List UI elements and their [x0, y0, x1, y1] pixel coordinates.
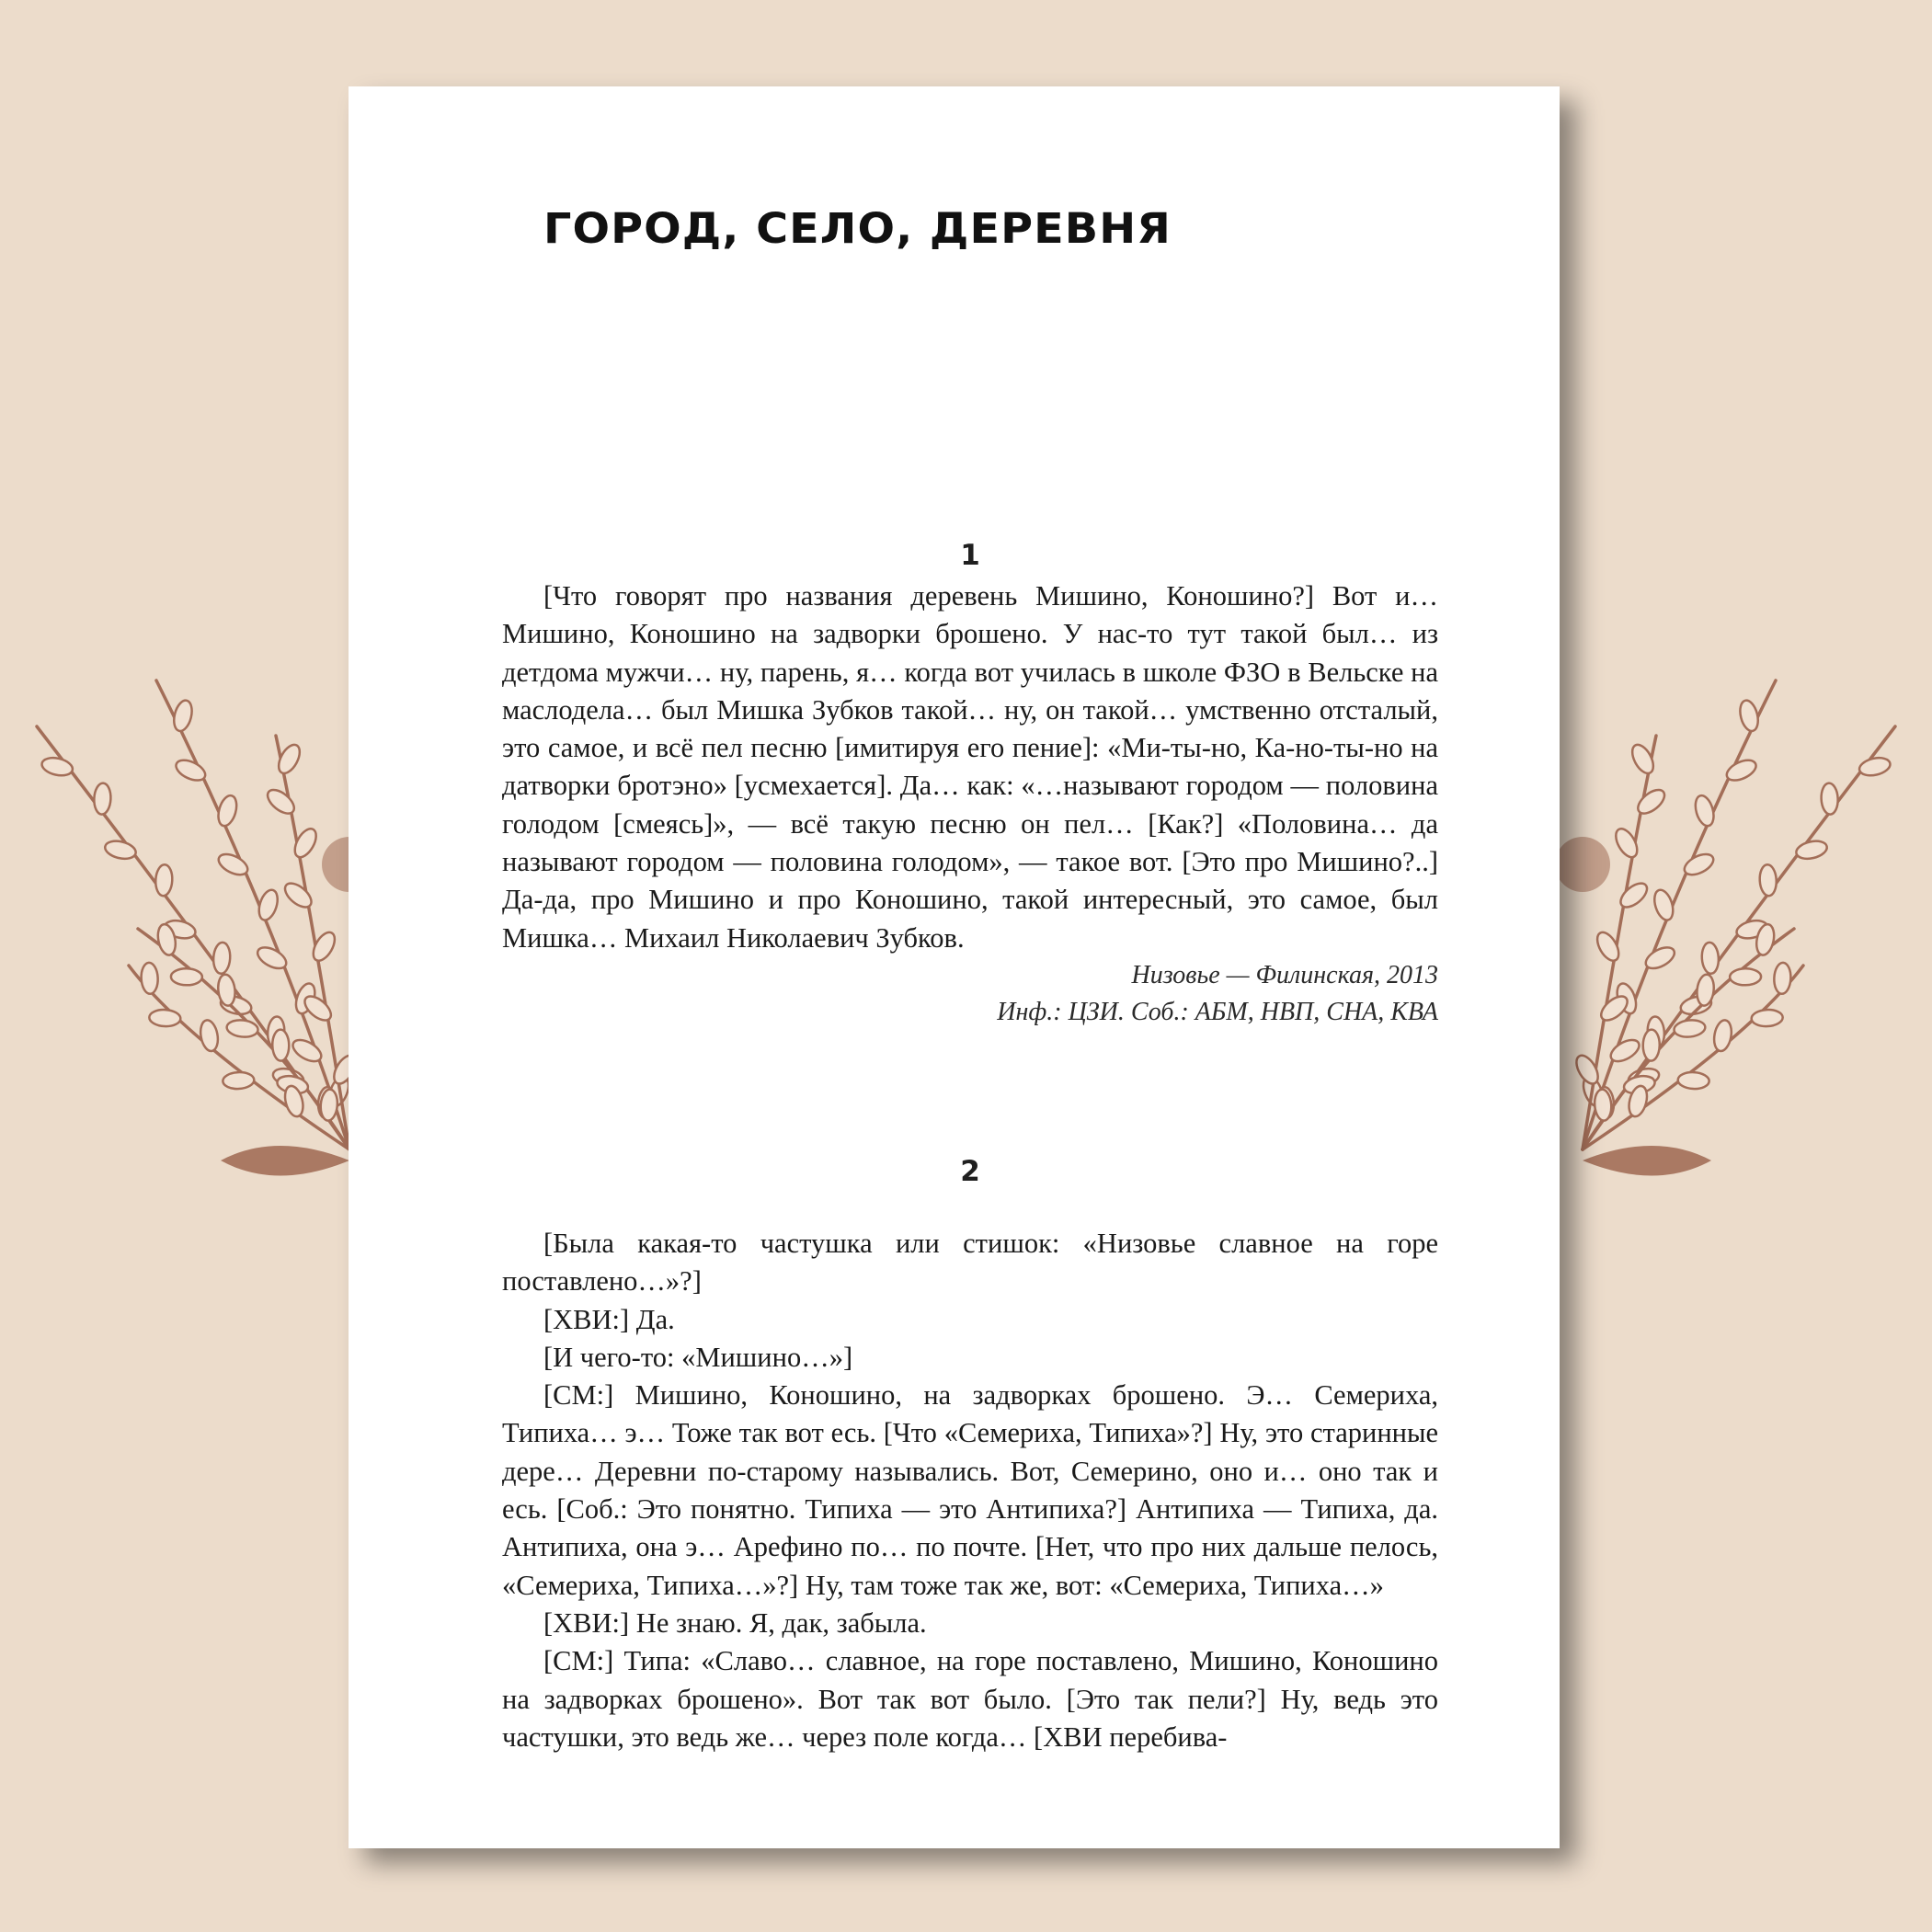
- section-1: [502, 537, 1438, 1031]
- paragraph: [Что говорят про названия деревень Мишино, Коношино?] Вот и… Мишино, Коношино на задворки брошено. У нас-то тут такой был… из детдома мужчи… ну, парень, я… когда вот училась в школе ФЗО в Вельске на маслодела… был Мишка Зубков такой… ну, он такой… умственно отсталый, это самое, и всё пел песню [имитируя его пение]: «Ми-ты-но, Ка-но-ты-но на датворки бротэно» [усмехается]. Да… как: «…называют городом — половина голодом [смеясь]», — всё такую песню он пел… [Как?] «Половина… да называют городом — половина голодом», — такое вот. [Это про Мишино?..] Да-да, про Мишино и про Коношино, такой интересный, это самое, был Мишка… Михаил Николаевич Зубков.: [502, 580, 1438, 954]
- section-number: 1: [960, 539, 980, 572]
- source-place: Низовье — Филинская, 2013: [1131, 960, 1438, 989]
- left-willow-branch-icon: [37, 680, 377, 1176]
- book-page: [349, 86, 1560, 1848]
- paragraph: [СМ:] Типа: «Славо… славное, на горе поставлено, Мишино, Коношино на задворках брошено». Вот так вот было. [Это так пели?] Ну, ведь это частушки, это ведь же… через поле когда… [ХВИ перебива-: [502, 1645, 1438, 1753]
- paragraph: [ХВИ:] Не знаю. Я, дак, забыла.: [543, 1606, 927, 1639]
- chapter-title: ГОРОД, СЕЛО, ДЕРЕВНЯ: [543, 204, 1172, 253]
- paragraph: [ХВИ:] Да.: [543, 1303, 675, 1335]
- section-number: 2: [960, 1155, 980, 1188]
- paragraph: [И чего-то: «Мишино…»]: [543, 1341, 853, 1373]
- right-willow-branch-icon: [1555, 680, 1895, 1176]
- paragraph: [Была какая-то частушка или стишок: «Низовье славное на горе поставлено…»?]: [502, 1228, 1438, 1298]
- section-2: [502, 1153, 1438, 1756]
- paragraph: [СМ:] Мишино, Коношино, на задворках брошено. Э… Семериха, Типиха… э… Тоже так вот есь. [Что «Семериха, Типиха»?] Ну, это старинные дере… Деревни по-старому назывались. Вот, Семерино, оно и… оно так и есь. [Соб.: Это понятно. Типиха — это Антипиха?] Антипиха — Типиха, да. Антипиха, она э… Арефино по… по почте. [Нет, что про них дальше пелось, «Семериха, Типиха…»?] Ну, там тоже так же, вот: «Семериха, Типиха…»: [502, 1379, 1438, 1601]
- source-info: Инф.: ЦЗИ. Соб.: АБМ, НВП, СНА, КВА: [997, 997, 1438, 1026]
